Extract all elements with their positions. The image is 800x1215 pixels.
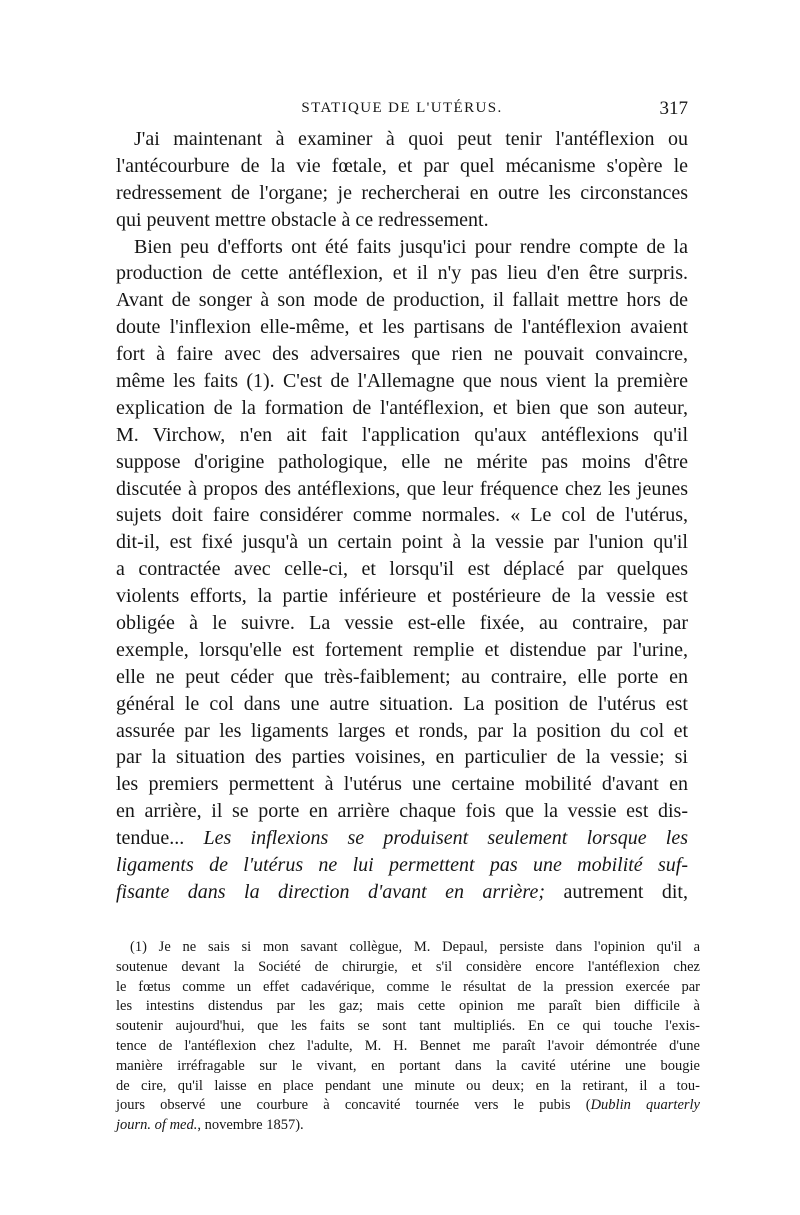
text-line: l'antécourbure de la vie fœtale, et par quel mécanisme s'opère le: [116, 154, 688, 177]
text-run: , novembre 1857).: [197, 1117, 304, 1134]
page-number: 317: [659, 98, 688, 119]
footnote-line: tence de l'antéflexion chez l'adulte, M. H. Bennet me paraît l'avoir démontrée d'une: [116, 1037, 700, 1054]
text-line: violents efforts, la partie inférieure et postérieure de la vessie est: [116, 585, 688, 608]
text-line-mixed: [116, 825, 688, 852]
text-line: M. Virchow, n'en ait fait l'application qu'aux antéflexions qu'il: [116, 423, 688, 446]
text-line-mixed: [116, 879, 688, 906]
text-line: redressement de l'organe; je rechercherai en outre les circonstances: [116, 181, 688, 204]
text-run: jours observé une courbure à concavité tournée vers le pubis (: [116, 1097, 591, 1114]
text-line: elle ne peut céder que très-faiblement; au contraire, elle porte en: [116, 665, 688, 688]
text-line: par la situation des parties voisines, en particulier de la vessie; si: [116, 746, 688, 769]
text-line: les premiers permettent à l'utérus une certaine mobilité d'avant en: [116, 773, 688, 796]
text-line: exemple, lorsqu'elle est fortement remplie et distendue par l'urine,: [116, 638, 688, 661]
text-line: J'ai maintenant à examiner à quoi peut tenir l'antéflexion ou: [134, 128, 688, 150]
footnote-line: soutenir aujourd'hui, que les faits se sont tant multipliés. En ce qui touche l'exis-: [116, 1018, 700, 1035]
italic-run: Les inflexions se produisent seulement lorsque les: [203, 827, 688, 850]
text-line-italic: [116, 852, 688, 879]
text-line: explication de la formation de l'antéflexion, et bien que son auteur,: [116, 396, 688, 419]
text-line: obligée à le suivre. La vessie est-elle fixée, au contraire, par: [116, 612, 688, 635]
text-line: dit-il, est fixé jusqu'à un certain point à la vessie par l'union qu'il: [116, 531, 688, 554]
text-line: Bien peu d'efforts ont été faits jusqu'ici pour rendre compte de la: [134, 235, 688, 258]
text-run: tendue...: [116, 827, 204, 850]
text-line: a contractée avec celle-ci, et lorsqu'il est déplacé par quelques: [116, 558, 688, 581]
italic-run: fisante dans la direction d'avant en arrière;: [116, 880, 546, 903]
text-line: doute l'inflexion elle-même, et les partisans de l'antéflexion avaient: [116, 316, 688, 339]
footnote-line: le fœtus comme un effet cadavérique, comme le résultat de la pression exercée par: [116, 978, 700, 995]
footnote: [116, 938, 700, 1136]
running-title: STATIQUE DE L'UTÉRUS.: [301, 100, 503, 116]
footnote-line: de cire, qu'il laisse en place pendant une minute ou deux; en la retirant, il a tou-: [116, 1077, 700, 1094]
text-line: en arrière, il se porte en arrière chaque fois que la vessie est dis-: [116, 800, 688, 823]
footnote-line-mixed: [116, 1096, 700, 1116]
footnote-line-mixed: [116, 1116, 700, 1136]
italic-run: journ. of med.: [116, 1117, 198, 1134]
text-line: sujets doit faire considérer comme normales. « Le col de l'utérus,: [116, 504, 688, 527]
text-line: suppose d'origine pathologique, elle ne mérite pas moins d'être: [116, 450, 688, 473]
text-line: qui peuvent mettre obstacle à ce redressement.: [116, 208, 489, 231]
text-run: autrement dit,: [545, 880, 688, 903]
main-text: [116, 126, 688, 906]
footnote-line: manière irréfragable sur le vivant, en portant dans la cavité utérine une bougie: [116, 1057, 700, 1074]
italic-run: ligaments de l'utérus ne lui permettent pas une mobilité suf-: [116, 854, 688, 877]
text-line: assurée par les ligaments larges et ronds, par la position du col et: [116, 719, 688, 742]
italic-run: Dublin quarterly: [590, 1097, 700, 1114]
footnote-line: les intestins distendus par les gaz; mais cette opinion me paraît bien difficile à: [116, 998, 700, 1015]
text-line: discutée à propos des antéflexions, que leur fréquence chez les jeunes: [116, 477, 688, 500]
text-line: Avant de songer à son mode de production, il fallait mettre hors de: [116, 289, 688, 312]
text-line: production de cette antéflexion, et il n'y pas lieu d'en être surpris.: [116, 262, 688, 285]
page-header: [116, 98, 688, 120]
footnote-line: soutenue devant la Société de chirurgie, et s'il considère encore l'antéflexion chez: [116, 958, 700, 975]
footnote-line: (1) Je ne sais si mon savant collègue, M. Depaul, persiste dans l'opinion qu'il a: [130, 939, 700, 955]
text-line: général le col dans une autre situation. La position de l'utérus est: [116, 692, 688, 715]
text-line: fort à faire avec des adversaires que rien ne pouvait convaincre,: [116, 343, 688, 366]
text-line: même les faits (1). C'est de l'Allemagne que nous vient la première: [116, 370, 688, 393]
